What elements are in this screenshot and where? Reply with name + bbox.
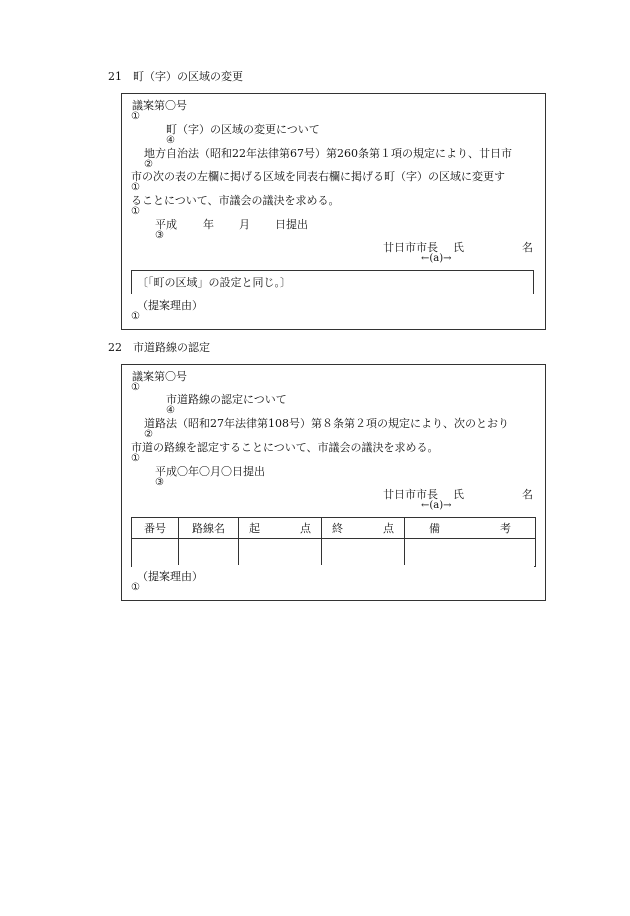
spacing-marker: ④ [166,405,175,416]
table-cell [132,539,179,567]
spacing-marker: ① [131,111,140,122]
spacing-marker: ① [131,582,140,593]
table-row [132,539,536,567]
body-line: 市の次の表の左欄に掲げる区域を同表右欄に掲げる町（字）の区域に変更す [131,170,505,183]
body-line: ることについて、市議会の議決を求める。 [131,194,340,207]
spacing-marker: ① [131,382,140,393]
spacing-marker: ③ [155,477,164,488]
mayor-mei: 名 [522,488,533,501]
header-remarks-char2: 考 [500,521,511,535]
mayor-shi: 氏 [453,241,464,254]
body-line: 地方自治法（昭和22年法律第67号）第260条第１項の規定により、廿日市 [144,147,512,160]
submission-date-era: 平成 [155,218,177,231]
spacing-arrow: ←(a)→ [421,253,452,264]
spacing-marker: ① [131,182,140,193]
section-22-heading: 22 市道路線の認定 [108,341,210,354]
header-end-char1: 終 [332,521,343,535]
table-header-row [132,518,536,539]
table-cell [179,539,239,567]
submission-date-year: 年 [203,218,214,231]
section-21-heading: 21 町（字）の区域の変更 [108,70,243,83]
spacing-marker: ① [131,206,140,217]
header-remarks-char1: 備 [429,521,440,535]
reason-label: （提案理由） [137,299,203,312]
header-number [132,518,179,539]
spacing-arrow: ←(a)→ [421,500,452,511]
header-start-point [239,518,322,539]
submission-date-day: 日提出 [275,218,308,231]
bill-number: 議案第〇号 [132,370,187,383]
spacing-marker: ④ [166,135,175,146]
spacing-marker: ③ [155,230,164,241]
route-table [131,517,536,567]
header-number-label: 番号 [144,521,166,535]
submission-date-month: 月 [239,218,250,231]
table-cell [322,539,405,567]
body-line: 道路法（昭和27年法律第108号）第８条第２項の規定により、次のとおり [144,417,509,430]
header-start-char2: 点 [300,521,311,535]
bill-number: 議案第〇号 [132,99,187,112]
mayor-title: 廿日市市長 [383,488,438,501]
spacing-marker: ① [131,453,140,464]
header-route-name [179,518,239,539]
spacing-marker: ① [131,311,140,322]
reason-label: （提案理由） [137,570,203,583]
header-route-name-label: 路線名 [192,521,225,535]
table-cell [405,539,536,567]
mayor-shi: 氏 [453,488,464,501]
header-remarks [405,518,536,539]
mayor-title: 廿日市市長 [383,241,438,254]
submission-date: 平成〇年〇月〇日提出 [155,465,265,478]
mayor-mei: 名 [522,241,533,254]
table-note: 〔「町の区域」の設定と同じ。〕 [137,276,291,289]
table-bottom-mask [132,565,534,567]
table-cell [239,539,322,567]
header-end-point [322,518,405,539]
header-end-char2: 点 [383,521,394,535]
spacing-marker: ② [144,429,153,440]
header-start-char1: 起 [249,521,260,535]
body-line: 市道の路線を認定することについて、市議会の議決を求める。 [131,441,439,454]
bill-title: 市道路線の認定について [166,393,287,406]
spacing-marker: ② [144,159,153,170]
bill-title: 町（字）の区域の変更について [166,123,320,136]
